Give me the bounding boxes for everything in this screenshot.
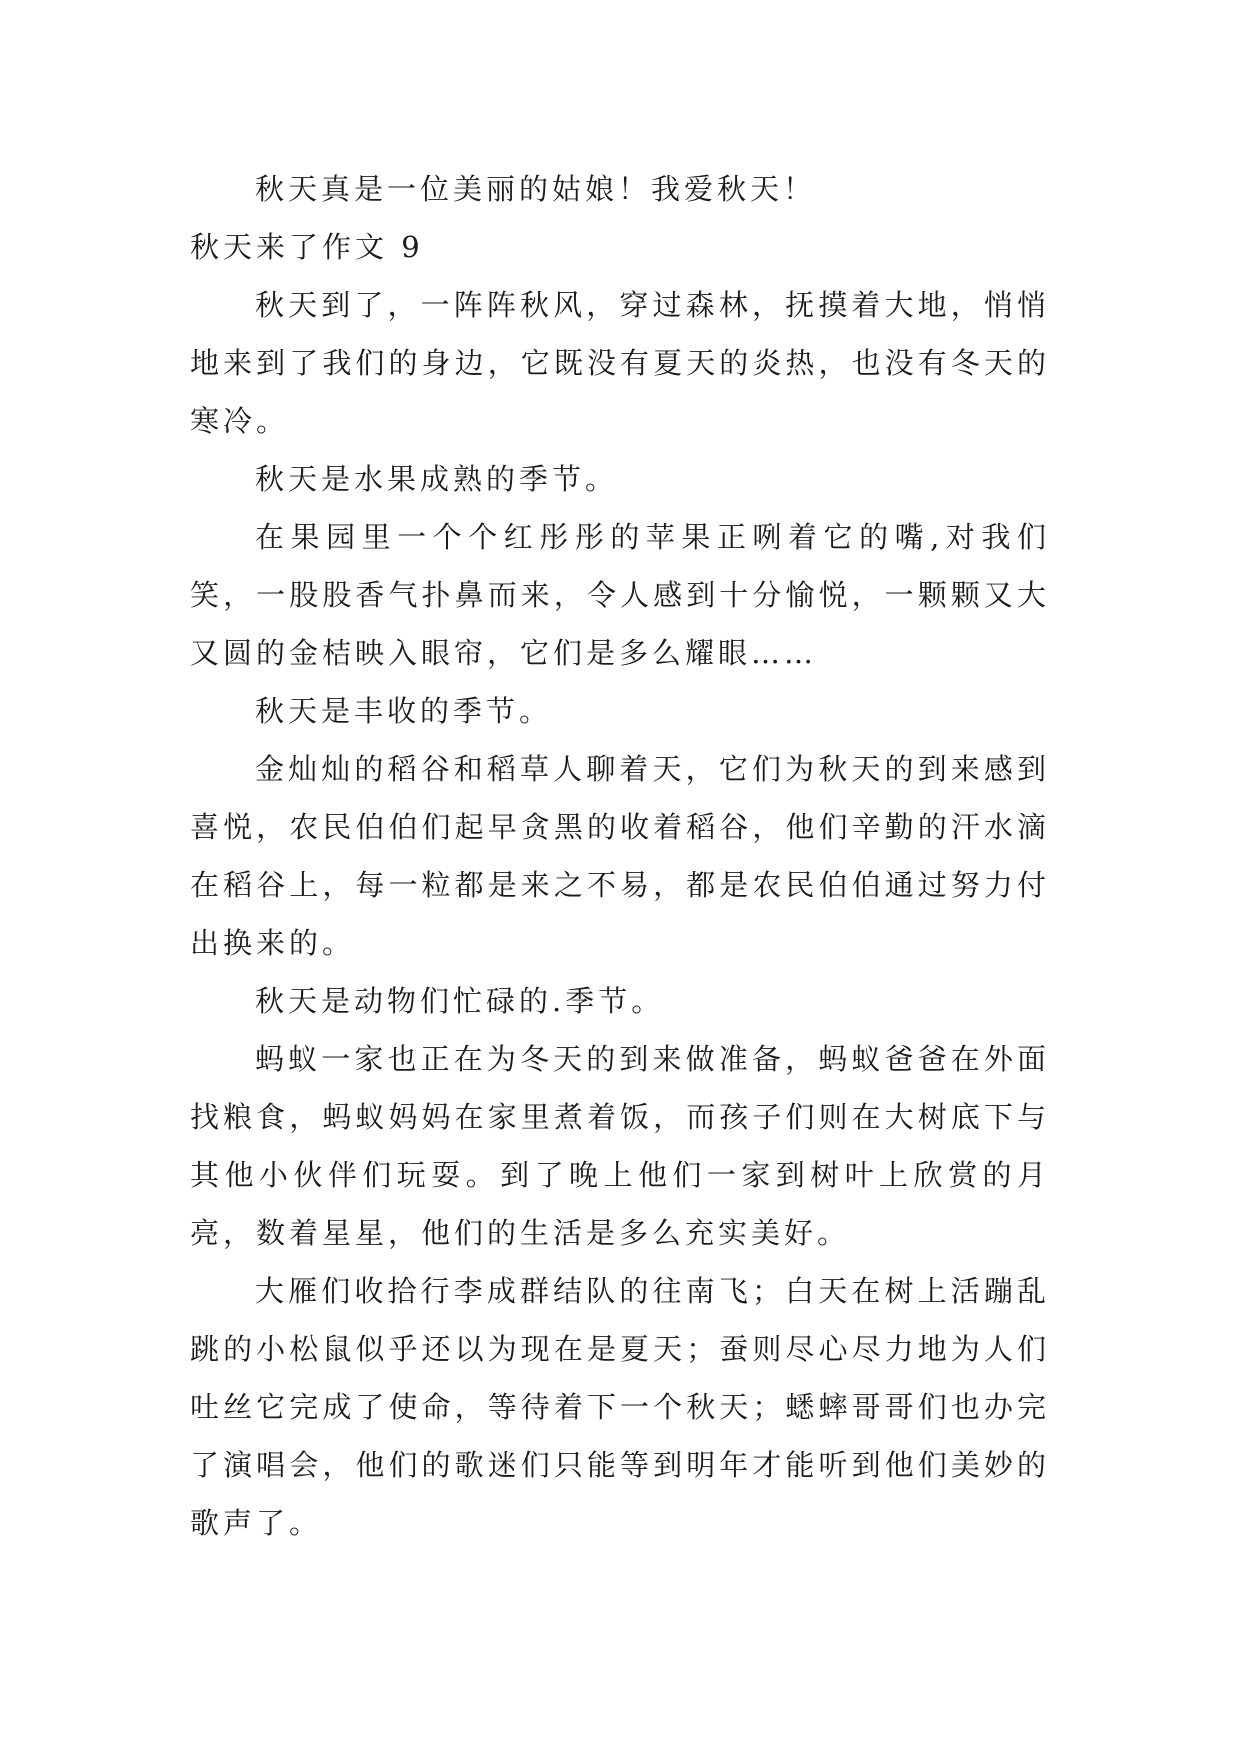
paragraph-orchard: 在果园里一个个红彤彤的苹果正咧着它的嘴,对我们笑，一股股香气扑鼻而来，令人感到十分愉悦，一颗颗又大又圆的金桔映入眼帘，它们是多么耀眼…… bbox=[190, 520, 1050, 670]
paragraph-ants: 蚂蚁一家也正在为冬天的到来做准备，蚂蚁爸爸在外面找粮食，蚂蚁妈妈在家里煮着饭，而孩子们则在大树底下与其他小伙伴们玩耍。到了晚上他们一家到树叶上欣赏的月亮，数着星星，他们的生活是多么充实美好。 bbox=[190, 1042, 1050, 1250]
paragraph-rice: 金灿灿的稻谷和稻草人聊着天，它们为秋天的到来感到喜悦，农民伯伯们起早贪黑的收着稻谷，他们辛勤的汗水滴在稻谷上，每一粒都是来之不易，都是农民伯伯通过努力付出换来的。 bbox=[190, 752, 1050, 960]
paragraph-animals-heading: 秋天是动物们忙碌的.季节。 bbox=[255, 984, 665, 1018]
paragraph-creatures: 大雁们收拾行李成群结队的往南飞；白天在树上活蹦乱跳的小松鼠似乎还以为现在是夏天；蚕则尽心尽力地为人们吐丝它完成了使命，等待着下一个秋天；蟋蟀哥哥们也办完了演唱会，他们的歌迷们只能等到明年才能听到他们美妙的歌声了。 bbox=[190, 1274, 1050, 1540]
essay-title: 秋天来了作文 9 bbox=[190, 230, 424, 264]
paragraph-intro: 秋天到了，一阵阵秋风，穿过森林，抚摸着大地，悄悄地来到了我们的身边，它既没有夏天的炎热，也没有冬天的寒冷。 bbox=[190, 288, 1050, 438]
paragraph-closing-line: 秋天真是一位美丽的姑娘！我爱秋天！ bbox=[255, 172, 817, 206]
document-body bbox=[190, 160, 1050, 1552]
paragraph-fruit-heading: 秋天是水果成熟的季节。 bbox=[255, 462, 619, 496]
paragraph-harvest-heading: 秋天是丰收的季节。 bbox=[255, 694, 553, 728]
